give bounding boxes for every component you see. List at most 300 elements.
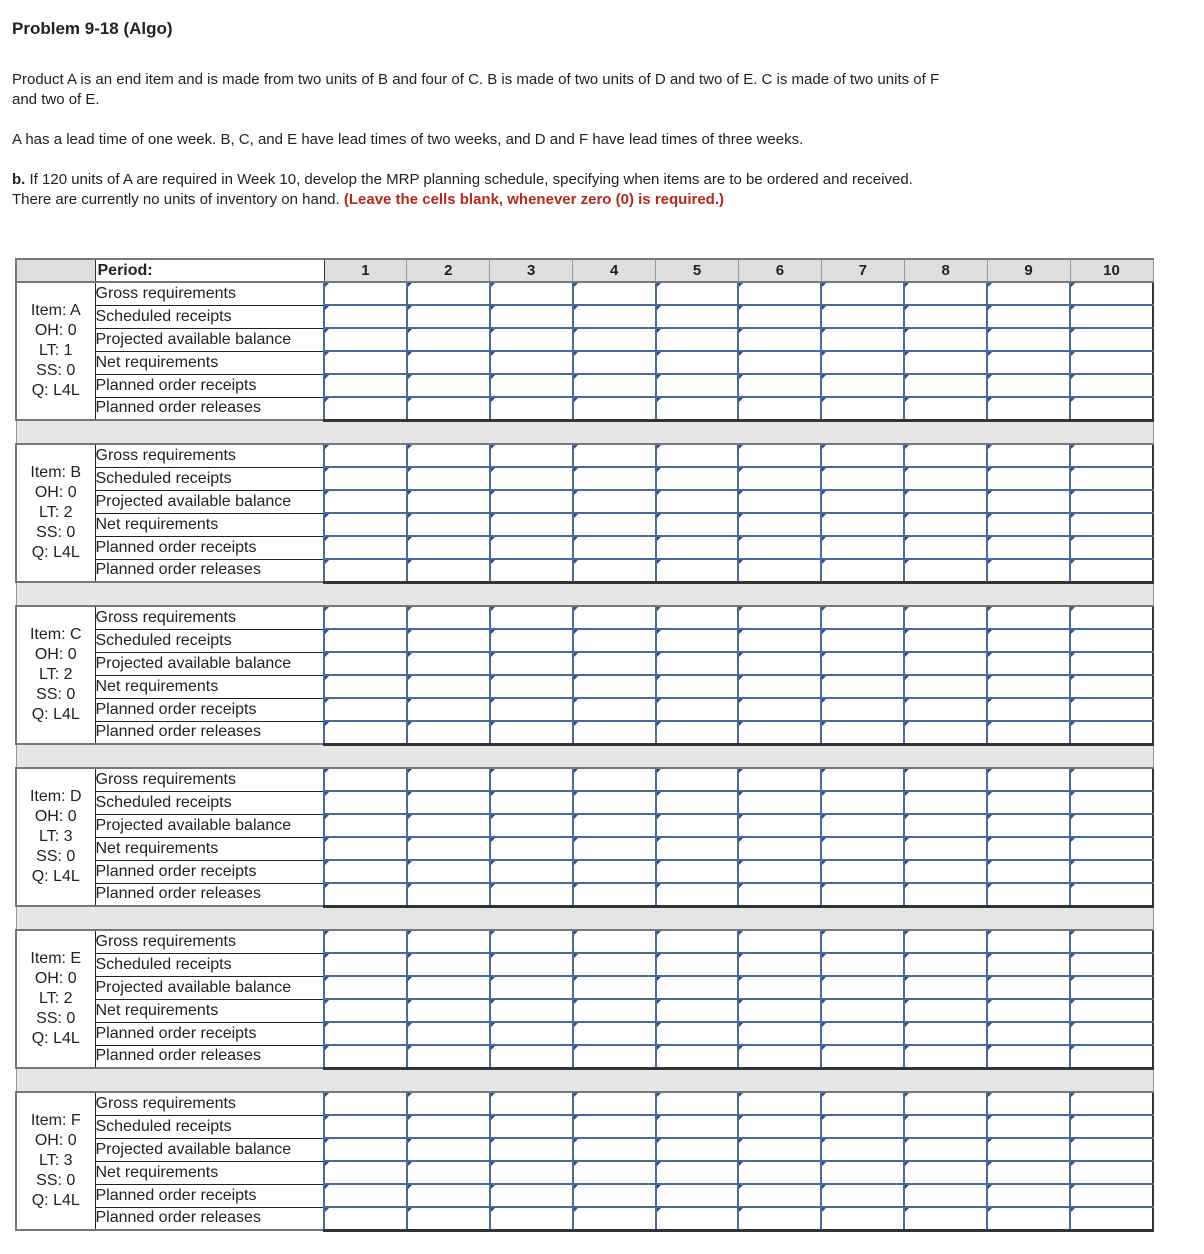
- input-cell[interactable]: [738, 698, 821, 721]
- input-cell[interactable]: [738, 444, 821, 467]
- input-cell[interactable]: [987, 328, 1070, 351]
- input-cell[interactable]: [1070, 999, 1153, 1022]
- input-cell[interactable]: [656, 490, 739, 513]
- input-cell[interactable]: [738, 467, 821, 490]
- input-cell[interactable]: [987, 606, 1070, 629]
- input-cell[interactable]: [490, 814, 573, 837]
- input-cell[interactable]: [407, 675, 490, 698]
- input-cell[interactable]: [738, 513, 821, 536]
- input-cell[interactable]: [573, 513, 656, 536]
- input-cell[interactable]: [904, 791, 987, 814]
- input-cell[interactable]: [407, 305, 490, 328]
- input-cell[interactable]: [324, 1022, 407, 1045]
- input-cell[interactable]: [1070, 768, 1153, 791]
- input-cell[interactable]: [904, 652, 987, 675]
- input-cell[interactable]: [1070, 629, 1153, 652]
- input-cell[interactable]: [987, 1115, 1070, 1138]
- input-cell[interactable]: [821, 374, 904, 397]
- input-cell[interactable]: [738, 814, 821, 837]
- input-cell[interactable]: [987, 883, 1070, 906]
- input-cell[interactable]: [987, 953, 1070, 976]
- input-cell[interactable]: [904, 606, 987, 629]
- input-cell[interactable]: [904, 1022, 987, 1045]
- input-cell[interactable]: [656, 444, 739, 467]
- input-cell[interactable]: [573, 328, 656, 351]
- input-cell[interactable]: [407, 976, 490, 999]
- input-cell[interactable]: [904, 930, 987, 953]
- input-cell[interactable]: [904, 1161, 987, 1184]
- input-cell[interactable]: [987, 1092, 1070, 1115]
- input-cell[interactable]: [656, 536, 739, 559]
- input-cell[interactable]: [490, 999, 573, 1022]
- input-cell[interactable]: [656, 629, 739, 652]
- input-cell[interactable]: [904, 629, 987, 652]
- input-cell[interactable]: [407, 1161, 490, 1184]
- input-cell[interactable]: [407, 1138, 490, 1161]
- input-cell[interactable]: [573, 953, 656, 976]
- input-cell[interactable]: [573, 374, 656, 397]
- input-cell[interactable]: [324, 999, 407, 1022]
- input-cell[interactable]: [738, 930, 821, 953]
- input-cell[interactable]: [738, 374, 821, 397]
- input-cell[interactable]: [490, 883, 573, 906]
- input-cell[interactable]: [1070, 536, 1153, 559]
- input-cell[interactable]: [490, 1184, 573, 1207]
- input-cell[interactable]: [821, 351, 904, 374]
- input-cell[interactable]: [490, 513, 573, 536]
- input-cell[interactable]: [490, 374, 573, 397]
- input-cell[interactable]: [1070, 328, 1153, 351]
- input-cell[interactable]: [407, 930, 490, 953]
- input-cell[interactable]: [573, 1161, 656, 1184]
- input-cell[interactable]: [987, 1138, 1070, 1161]
- input-cell[interactable]: [407, 1184, 490, 1207]
- input-cell[interactable]: [821, 999, 904, 1022]
- input-cell[interactable]: [324, 374, 407, 397]
- input-cell[interactable]: [324, 1045, 407, 1068]
- input-cell[interactable]: [490, 351, 573, 374]
- input-cell[interactable]: [324, 351, 407, 374]
- input-cell[interactable]: [738, 351, 821, 374]
- input-cell[interactable]: [407, 652, 490, 675]
- input-cell[interactable]: [738, 883, 821, 906]
- input-cell[interactable]: [1070, 883, 1153, 906]
- input-cell[interactable]: [904, 976, 987, 999]
- input-cell[interactable]: [324, 1161, 407, 1184]
- input-cell[interactable]: [1070, 930, 1153, 953]
- input-cell[interactable]: [904, 860, 987, 883]
- input-cell[interactable]: [490, 444, 573, 467]
- input-cell[interactable]: [490, 721, 573, 744]
- input-cell[interactable]: [987, 374, 1070, 397]
- input-cell[interactable]: [738, 1045, 821, 1068]
- input-cell[interactable]: [324, 698, 407, 721]
- input-cell[interactable]: [987, 930, 1070, 953]
- input-cell[interactable]: [573, 444, 656, 467]
- input-cell[interactable]: [904, 1115, 987, 1138]
- input-cell[interactable]: [656, 1138, 739, 1161]
- input-cell[interactable]: [407, 629, 490, 652]
- input-cell[interactable]: [407, 1022, 490, 1045]
- input-cell[interactable]: [407, 953, 490, 976]
- input-cell[interactable]: [738, 1092, 821, 1115]
- input-cell[interactable]: [324, 444, 407, 467]
- input-cell[interactable]: [987, 444, 1070, 467]
- input-cell[interactable]: [656, 930, 739, 953]
- input-cell[interactable]: [573, 1207, 656, 1230]
- input-cell[interactable]: [1070, 397, 1153, 420]
- input-cell[interactable]: [821, 536, 904, 559]
- input-cell[interactable]: [738, 1207, 821, 1230]
- input-cell[interactable]: [821, 953, 904, 976]
- input-cell[interactable]: [324, 791, 407, 814]
- input-cell[interactable]: [324, 721, 407, 744]
- input-cell[interactable]: [904, 536, 987, 559]
- input-cell[interactable]: [821, 768, 904, 791]
- input-cell[interactable]: [324, 837, 407, 860]
- input-cell[interactable]: [656, 1161, 739, 1184]
- input-cell[interactable]: [573, 536, 656, 559]
- input-cell[interactable]: [324, 1092, 407, 1115]
- input-cell[interactable]: [821, 1207, 904, 1230]
- input-cell[interactable]: [821, 1138, 904, 1161]
- input-cell[interactable]: [407, 467, 490, 490]
- input-cell[interactable]: [407, 490, 490, 513]
- input-cell[interactable]: [738, 397, 821, 420]
- input-cell[interactable]: [1070, 698, 1153, 721]
- input-cell[interactable]: [656, 1115, 739, 1138]
- input-cell[interactable]: [738, 675, 821, 698]
- input-cell[interactable]: [656, 1092, 739, 1115]
- input-cell[interactable]: [821, 652, 904, 675]
- input-cell[interactable]: [821, 930, 904, 953]
- input-cell[interactable]: [1070, 976, 1153, 999]
- input-cell[interactable]: [987, 675, 1070, 698]
- input-cell[interactable]: [987, 629, 1070, 652]
- input-cell[interactable]: [904, 1045, 987, 1068]
- input-cell[interactable]: [324, 768, 407, 791]
- input-cell[interactable]: [1070, 1115, 1153, 1138]
- input-cell[interactable]: [738, 791, 821, 814]
- input-cell[interactable]: [738, 282, 821, 305]
- input-cell[interactable]: [738, 1138, 821, 1161]
- input-cell[interactable]: [987, 351, 1070, 374]
- input-cell[interactable]: [656, 814, 739, 837]
- input-cell[interactable]: [656, 305, 739, 328]
- input-cell[interactable]: [738, 536, 821, 559]
- input-cell[interactable]: [324, 606, 407, 629]
- input-cell[interactable]: [987, 768, 1070, 791]
- input-cell[interactable]: [324, 930, 407, 953]
- input-cell[interactable]: [324, 675, 407, 698]
- input-cell[interactable]: [656, 397, 739, 420]
- input-cell[interactable]: [1070, 606, 1153, 629]
- input-cell[interactable]: [738, 490, 821, 513]
- input-cell[interactable]: [738, 1184, 821, 1207]
- input-cell[interactable]: [1070, 467, 1153, 490]
- input-cell[interactable]: [656, 1207, 739, 1230]
- input-cell[interactable]: [904, 675, 987, 698]
- input-cell[interactable]: [987, 837, 1070, 860]
- input-cell[interactable]: [987, 860, 1070, 883]
- input-cell[interactable]: [573, 721, 656, 744]
- input-cell[interactable]: [490, 629, 573, 652]
- input-cell[interactable]: [987, 999, 1070, 1022]
- input-cell[interactable]: [407, 374, 490, 397]
- input-cell[interactable]: [656, 860, 739, 883]
- input-cell[interactable]: [1070, 721, 1153, 744]
- input-cell[interactable]: [1070, 860, 1153, 883]
- input-cell[interactable]: [738, 1161, 821, 1184]
- input-cell[interactable]: [904, 999, 987, 1022]
- input-cell[interactable]: [407, 999, 490, 1022]
- input-cell[interactable]: [407, 837, 490, 860]
- input-cell[interactable]: [490, 1022, 573, 1045]
- input-cell[interactable]: [1070, 351, 1153, 374]
- input-cell[interactable]: [987, 282, 1070, 305]
- input-cell[interactable]: [904, 698, 987, 721]
- input-cell[interactable]: [904, 1138, 987, 1161]
- input-cell[interactable]: [407, 282, 490, 305]
- input-cell[interactable]: [324, 282, 407, 305]
- input-cell[interactable]: [987, 305, 1070, 328]
- input-cell[interactable]: [1070, 490, 1153, 513]
- input-cell[interactable]: [656, 652, 739, 675]
- input-cell[interactable]: [821, 1092, 904, 1115]
- input-cell[interactable]: [324, 883, 407, 906]
- input-cell[interactable]: [324, 1115, 407, 1138]
- input-cell[interactable]: [490, 1115, 573, 1138]
- input-cell[interactable]: [324, 1207, 407, 1230]
- input-cell[interactable]: [987, 1207, 1070, 1230]
- input-cell[interactable]: [324, 536, 407, 559]
- input-cell[interactable]: [738, 1022, 821, 1045]
- input-cell[interactable]: [490, 953, 573, 976]
- input-cell[interactable]: [656, 675, 739, 698]
- input-cell[interactable]: [987, 1161, 1070, 1184]
- input-cell[interactable]: [1070, 1184, 1153, 1207]
- input-cell[interactable]: [821, 860, 904, 883]
- input-cell[interactable]: [904, 883, 987, 906]
- input-cell[interactable]: [904, 1092, 987, 1115]
- input-cell[interactable]: [987, 721, 1070, 744]
- input-cell[interactable]: [987, 559, 1070, 582]
- input-cell[interactable]: [1070, 1092, 1153, 1115]
- input-cell[interactable]: [1070, 1161, 1153, 1184]
- input-cell[interactable]: [573, 282, 656, 305]
- input-cell[interactable]: [821, 1045, 904, 1068]
- input-cell[interactable]: [1070, 559, 1153, 582]
- input-cell[interactable]: [1070, 652, 1153, 675]
- input-cell[interactable]: [738, 953, 821, 976]
- input-cell[interactable]: [904, 837, 987, 860]
- input-cell[interactable]: [821, 513, 904, 536]
- input-cell[interactable]: [821, 814, 904, 837]
- input-cell[interactable]: [490, 1161, 573, 1184]
- input-cell[interactable]: [821, 791, 904, 814]
- input-cell[interactable]: [904, 397, 987, 420]
- input-cell[interactable]: [821, 328, 904, 351]
- input-cell[interactable]: [407, 721, 490, 744]
- input-cell[interactable]: [573, 467, 656, 490]
- input-cell[interactable]: [656, 1184, 739, 1207]
- input-cell[interactable]: [904, 444, 987, 467]
- input-cell[interactable]: [490, 1138, 573, 1161]
- input-cell[interactable]: [987, 814, 1070, 837]
- input-cell[interactable]: [987, 513, 1070, 536]
- input-cell[interactable]: [490, 1092, 573, 1115]
- input-cell[interactable]: [573, 768, 656, 791]
- input-cell[interactable]: [738, 976, 821, 999]
- input-cell[interactable]: [904, 559, 987, 582]
- input-cell[interactable]: [573, 1115, 656, 1138]
- input-cell[interactable]: [987, 397, 1070, 420]
- input-cell[interactable]: [1070, 837, 1153, 860]
- input-cell[interactable]: [821, 444, 904, 467]
- input-cell[interactable]: [738, 606, 821, 629]
- input-cell[interactable]: [1070, 444, 1153, 467]
- input-cell[interactable]: [573, 1045, 656, 1068]
- input-cell[interactable]: [987, 1045, 1070, 1068]
- input-cell[interactable]: [573, 397, 656, 420]
- input-cell[interactable]: [821, 606, 904, 629]
- input-cell[interactable]: [1070, 282, 1153, 305]
- input-cell[interactable]: [656, 1045, 739, 1068]
- input-cell[interactable]: [821, 698, 904, 721]
- input-cell[interactable]: [324, 629, 407, 652]
- input-cell[interactable]: [656, 606, 739, 629]
- input-cell[interactable]: [656, 467, 739, 490]
- input-cell[interactable]: [821, 305, 904, 328]
- input-cell[interactable]: [324, 652, 407, 675]
- input-cell[interactable]: [324, 814, 407, 837]
- input-cell[interactable]: [987, 652, 1070, 675]
- input-cell[interactable]: [407, 698, 490, 721]
- input-cell[interactable]: [987, 490, 1070, 513]
- input-cell[interactable]: [490, 768, 573, 791]
- input-cell[interactable]: [821, 1115, 904, 1138]
- input-cell[interactable]: [407, 328, 490, 351]
- input-cell[interactable]: [573, 1022, 656, 1045]
- input-cell[interactable]: [904, 305, 987, 328]
- input-cell[interactable]: [904, 953, 987, 976]
- input-cell[interactable]: [1070, 374, 1153, 397]
- input-cell[interactable]: [821, 559, 904, 582]
- input-cell[interactable]: [573, 1184, 656, 1207]
- input-cell[interactable]: [407, 814, 490, 837]
- input-cell[interactable]: [490, 606, 573, 629]
- input-cell[interactable]: [738, 652, 821, 675]
- input-cell[interactable]: [821, 629, 904, 652]
- input-cell[interactable]: [656, 721, 739, 744]
- input-cell[interactable]: [573, 305, 656, 328]
- input-cell[interactable]: [490, 467, 573, 490]
- input-cell[interactable]: [987, 976, 1070, 999]
- input-cell[interactable]: [573, 860, 656, 883]
- input-cell[interactable]: [821, 490, 904, 513]
- input-cell[interactable]: [821, 976, 904, 999]
- input-cell[interactable]: [656, 1022, 739, 1045]
- input-cell[interactable]: [573, 930, 656, 953]
- input-cell[interactable]: [821, 721, 904, 744]
- input-cell[interactable]: [324, 559, 407, 582]
- input-cell[interactable]: [324, 328, 407, 351]
- input-cell[interactable]: [821, 1184, 904, 1207]
- input-cell[interactable]: [407, 444, 490, 467]
- input-cell[interactable]: [324, 860, 407, 883]
- input-cell[interactable]: [1070, 513, 1153, 536]
- input-cell[interactable]: [656, 999, 739, 1022]
- input-cell[interactable]: [904, 721, 987, 744]
- input-cell[interactable]: [1070, 953, 1153, 976]
- input-cell[interactable]: [656, 282, 739, 305]
- input-cell[interactable]: [573, 791, 656, 814]
- input-cell[interactable]: [656, 351, 739, 374]
- input-cell[interactable]: [573, 814, 656, 837]
- input-cell[interactable]: [821, 675, 904, 698]
- input-cell[interactable]: [490, 282, 573, 305]
- input-cell[interactable]: [821, 467, 904, 490]
- input-cell[interactable]: [490, 536, 573, 559]
- input-cell[interactable]: [324, 1138, 407, 1161]
- input-cell[interactable]: [573, 837, 656, 860]
- input-cell[interactable]: [407, 791, 490, 814]
- input-cell[interactable]: [407, 536, 490, 559]
- input-cell[interactable]: [987, 536, 1070, 559]
- input-cell[interactable]: [656, 559, 739, 582]
- input-cell[interactable]: [1070, 305, 1153, 328]
- input-cell[interactable]: [407, 351, 490, 374]
- input-cell[interactable]: [821, 837, 904, 860]
- input-cell[interactable]: [738, 999, 821, 1022]
- input-cell[interactable]: [738, 721, 821, 744]
- input-cell[interactable]: [987, 698, 1070, 721]
- input-cell[interactable]: [407, 860, 490, 883]
- input-cell[interactable]: [821, 1161, 904, 1184]
- input-cell[interactable]: [904, 374, 987, 397]
- input-cell[interactable]: [573, 629, 656, 652]
- input-cell[interactable]: [490, 675, 573, 698]
- input-cell[interactable]: [573, 351, 656, 374]
- input-cell[interactable]: [490, 860, 573, 883]
- input-cell[interactable]: [407, 1045, 490, 1068]
- input-cell[interactable]: [821, 397, 904, 420]
- input-cell[interactable]: [324, 490, 407, 513]
- input-cell[interactable]: [573, 559, 656, 582]
- input-cell[interactable]: [490, 837, 573, 860]
- input-cell[interactable]: [656, 976, 739, 999]
- input-cell[interactable]: [738, 559, 821, 582]
- input-cell[interactable]: [656, 328, 739, 351]
- input-cell[interactable]: [1070, 791, 1153, 814]
- input-cell[interactable]: [821, 883, 904, 906]
- input-cell[interactable]: [324, 953, 407, 976]
- input-cell[interactable]: [656, 698, 739, 721]
- input-cell[interactable]: [738, 768, 821, 791]
- input-cell[interactable]: [904, 490, 987, 513]
- input-cell[interactable]: [407, 606, 490, 629]
- input-cell[interactable]: [656, 883, 739, 906]
- input-cell[interactable]: [987, 791, 1070, 814]
- input-cell[interactable]: [573, 1138, 656, 1161]
- input-cell[interactable]: [1070, 814, 1153, 837]
- input-cell[interactable]: [656, 837, 739, 860]
- input-cell[interactable]: [490, 305, 573, 328]
- input-cell[interactable]: [407, 559, 490, 582]
- input-cell[interactable]: [407, 1092, 490, 1115]
- input-cell[interactable]: [490, 976, 573, 999]
- input-cell[interactable]: [904, 1184, 987, 1207]
